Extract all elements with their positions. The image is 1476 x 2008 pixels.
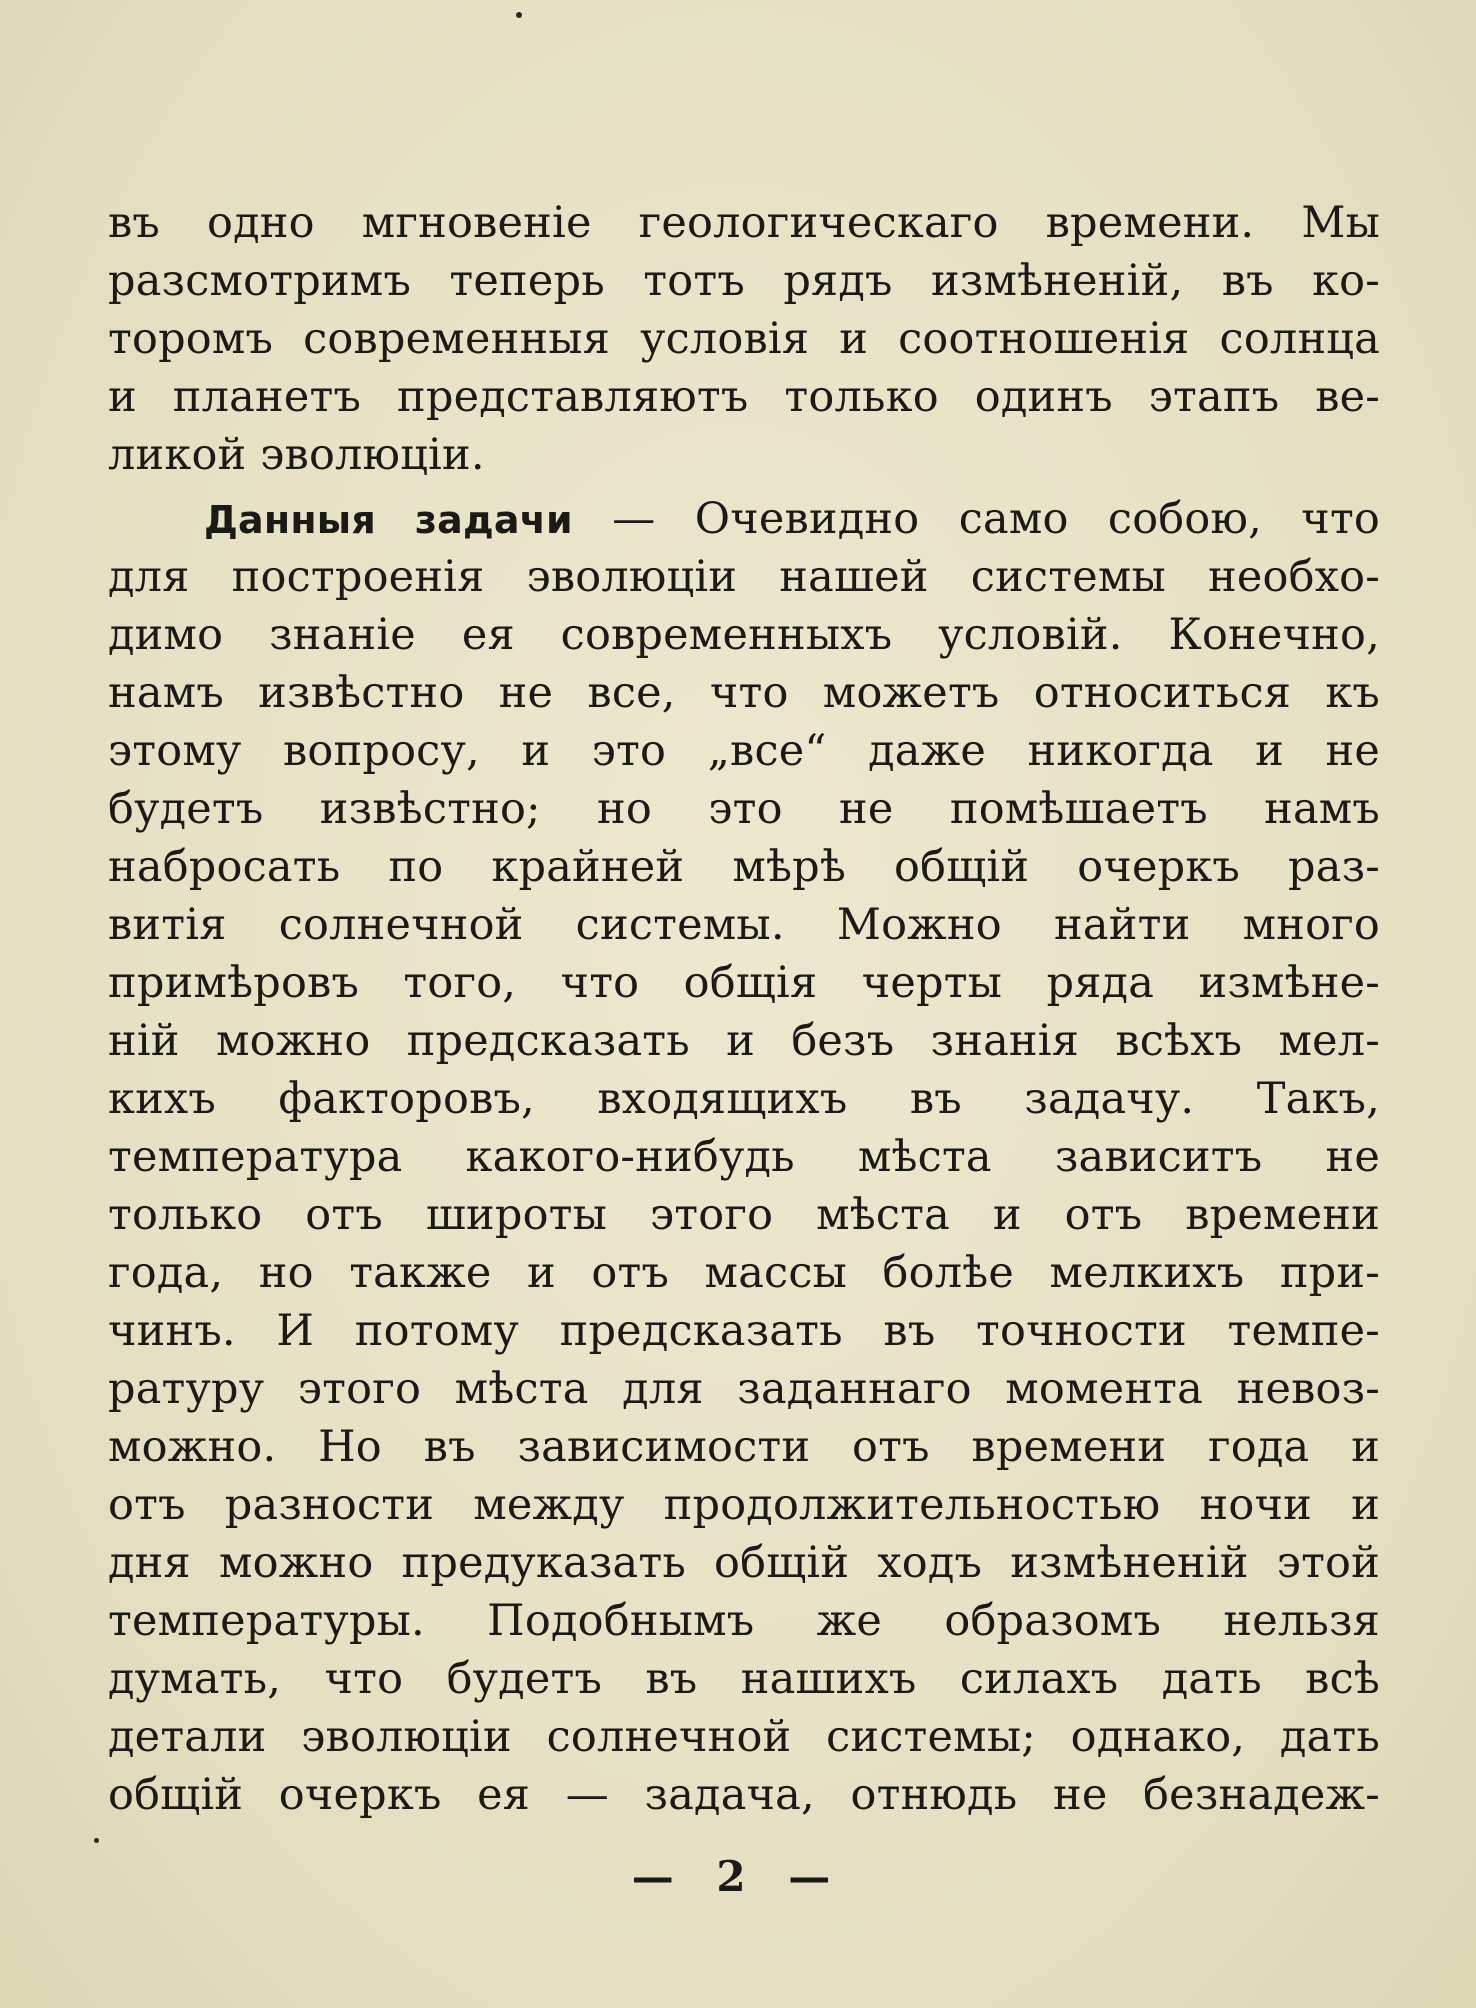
text-line: этому вопросу, и это „все“ даже никогда и не [108, 726, 1380, 776]
text-line: димо знанiе ея современныхъ условiй. Конечно, [108, 610, 1380, 660]
text-line: дня можно предуказать общiй ходъ измѣненiй этой [108, 1538, 1380, 1588]
text-line: кихъ факторовъ, входящихъ въ задачу. Такъ, [108, 1074, 1380, 1124]
text-line: детали эволюцiи солнечной системы; однако, дать [108, 1712, 1380, 1762]
section-heading: Данныя задачи [204, 498, 573, 542]
ink-speck [516, 12, 522, 18]
paragraph-2 [108, 490, 1380, 1824]
text-line [108, 490, 1380, 548]
first-line-text: — Очевидно само собою, что [612, 494, 1381, 544]
text-line: можно. Но въ зависимости отъ времени года и [108, 1422, 1380, 1472]
text-line: для построенiя эволюцiи нашей системы необхо- [108, 552, 1380, 602]
text-line: и планетъ представляютъ только одинъ этапъ ве- [108, 372, 1380, 422]
text-line: примѣровъ того, что общiя черты ряда измѣне- [108, 958, 1380, 1008]
text-line: общiй очеркъ ея — задача, отнюдь не безнадеж- [108, 1770, 1380, 1820]
text-line: нiй можно предсказать и безъ знанiя всѣхъ мел- [108, 1016, 1380, 1066]
text-line: температура какого-нибудь мѣста зависитъ не [108, 1132, 1380, 1182]
text-line: торомъ современныя условiя и соотношенiя солнца [108, 314, 1380, 364]
text-line: разсмотримъ теперь тотъ рядъ измѣненiй, въ ко- [108, 256, 1380, 306]
text-line: въ одно мгновенiе геологическаго времени. Мы [108, 198, 1380, 248]
paragraph-1 [108, 194, 1380, 484]
text-line: только отъ широты этого мѣста и отъ времени [108, 1190, 1380, 1240]
ink-speck [94, 1838, 99, 1843]
text-line: отъ разности между продолжительностью ночи и [108, 1480, 1380, 1530]
text-line: года, но также и отъ массы болѣе мелкихъ при- [108, 1248, 1380, 1298]
text-line: думать, что будетъ въ нашихъ силахъ дать всѣ [108, 1654, 1380, 1704]
text-line: набросать по крайней мѣрѣ общiй очеркъ раз- [108, 842, 1380, 892]
text-line: ликой эволюцiи. [108, 430, 485, 480]
text-line: чинъ. И потому предсказать въ точности темпе- [108, 1306, 1380, 1356]
text-line: ратуру этого мѣста для заданнаго момента невоз- [108, 1364, 1380, 1414]
text-line: намъ извѣстно не все, что можетъ относиться къ [108, 668, 1380, 718]
page-number: — 2 — [631, 1852, 845, 1901]
text-line: температуры. Подобнымъ же образомъ нельзя [108, 1596, 1380, 1646]
text-line: будетъ извѣстно; но это не помѣшаетъ намъ [108, 784, 1380, 834]
body-text [108, 194, 1380, 1824]
text-line: витiя солнечной системы. Можно найти много [108, 900, 1380, 950]
